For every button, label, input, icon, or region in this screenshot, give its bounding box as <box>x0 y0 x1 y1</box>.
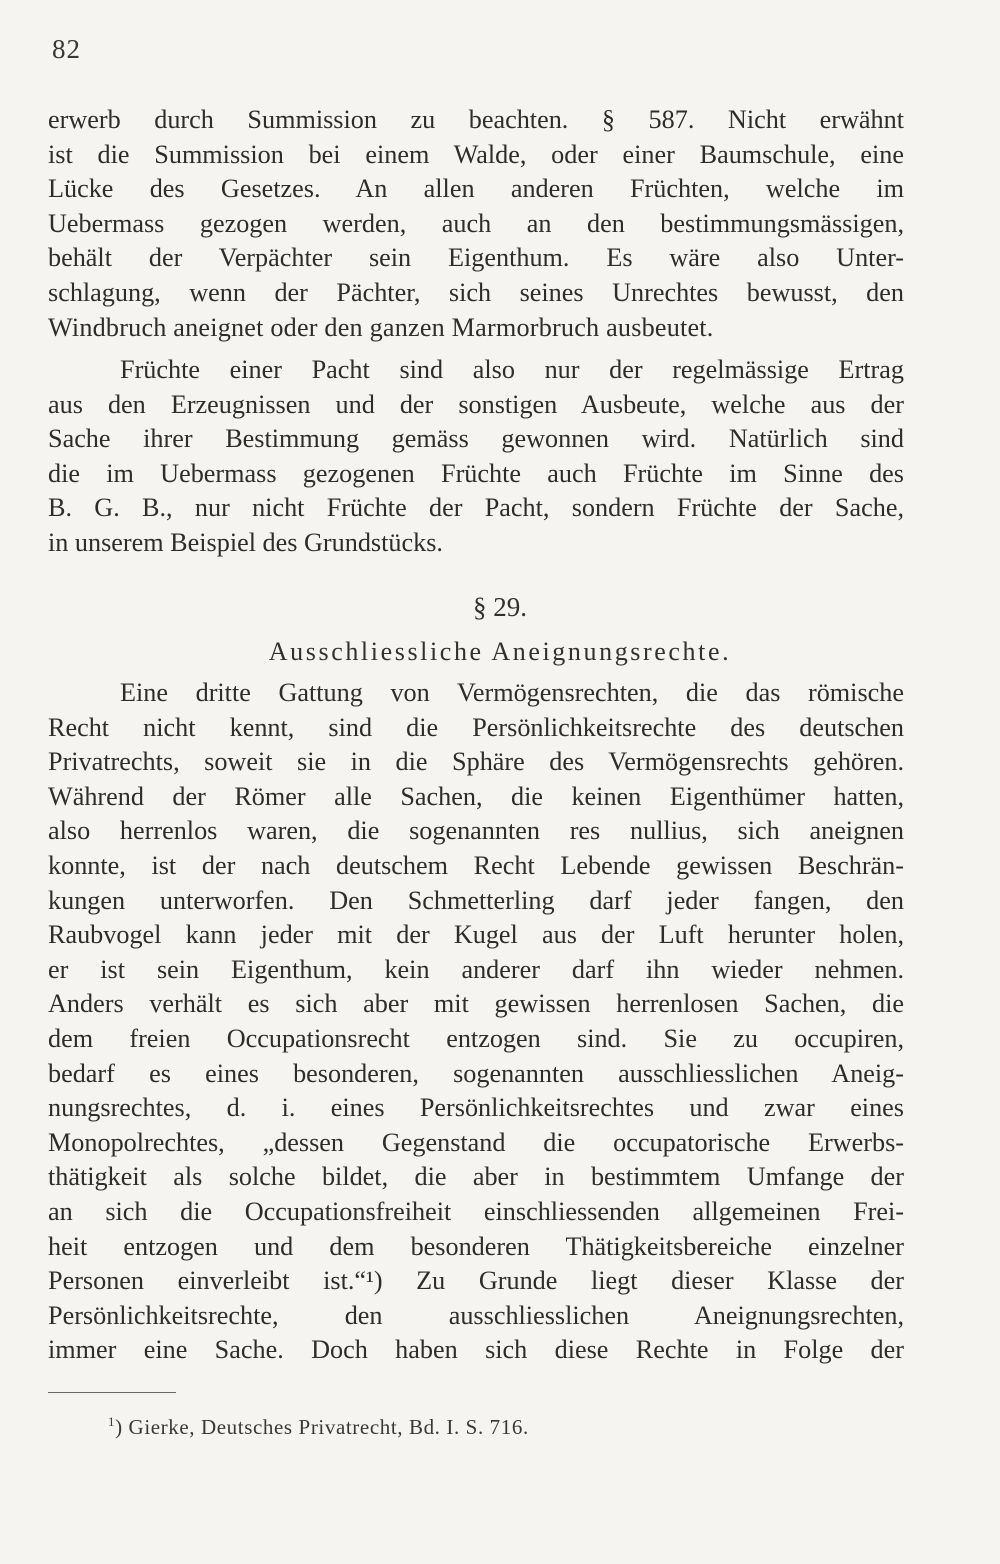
text-line: Eine dritte Gattung von Vermögensrechten, die das römische <box>120 678 904 707</box>
text-line: Monopolrechtes, „dessen Gegenstand die occupatorische Erwerbs- <box>48 1127 904 1157</box>
text-line: Personen einverleibt ist.“¹) Zu Grunde liegt dieser Klasse der <box>48 1266 904 1296</box>
text-line: behält der Verpächter sein Eigenthum. Es wäre also Unter- <box>48 243 904 273</box>
text-line: in unserem Beispiel des Grundstücks. <box>48 527 443 557</box>
text-line: also herrenlos waren, die sogenannten res nullius, sich aneignen <box>48 816 904 846</box>
paragraph-2 <box>48 353 904 561</box>
text-line: Raubvogel kann jeder mit der Kugel aus der Luft herunter holen, <box>48 920 904 950</box>
text-line: Windbruch aneignet oder den ganzen Marmorbruch ausbeutet. <box>48 312 714 342</box>
text-line: Uebermass gezogen werden, auch an den bestimmungsmässigen, <box>48 208 904 238</box>
footnote-text: ) Gierke, Deutsches Privatrecht, Bd. I. S. 716. <box>115 1415 529 1439</box>
text-line: bedarf es eines besonderen, sogenannten ausschliesslichen Aneig- <box>48 1058 904 1088</box>
text-line: Während der Römer alle Sachen, die keinen Eigenthümer hatten, <box>48 781 904 811</box>
text-line: er ist sein Eigenthum, kein anderer darf ihn wieder nehmen. <box>48 954 904 984</box>
page-number: 82 <box>52 34 81 64</box>
text-line: B. G. B., nur nicht Früchte der Pacht, sondern Früchte der Sache, <box>48 493 904 523</box>
text-line: aus den Erzeugnissen und der sonstigen Ausbeute, welche aus der <box>48 389 904 419</box>
text-line: die im Uebermass gezogenen Früchte auch Früchte im Sinne des <box>48 458 904 488</box>
text-line: erwerb durch Summission zu beachten. § 587. Nicht erwähnt <box>48 105 904 134</box>
text-line: Lücke des Gesetzes. An allen anderen Früchten, welche im <box>48 174 904 204</box>
text-line: Anders verhält es sich aber mit gewissen herrenlosen Sachen, die <box>48 989 904 1019</box>
section-title: Ausschliessliche Aneignungsrechte. <box>268 637 732 666</box>
text-line: ist die Summission bei einem Walde, oder einer Baumschule, eine <box>48 139 904 169</box>
text-line: Persönlichkeitsrechte, den ausschliesslichen Aneignungsrechten, <box>48 1300 904 1330</box>
paragraph-3 <box>48 676 904 1368</box>
text-line: immer eine Sache. Doch haben sich diese Rechte in Folge der <box>48 1335 904 1365</box>
text-line: thätigkeit als solche bildet, die aber in bestimmtem Umfange der <box>48 1162 904 1192</box>
text-line: Sache ihrer Bestimmung gemäss gewonnen wird. Natürlich sind <box>48 424 904 454</box>
footnote-divider <box>48 1392 176 1393</box>
paragraph-1 <box>48 103 904 345</box>
footnote <box>108 1414 529 1440</box>
text-line: Früchte einer Pacht sind also nur der regelmässige Ertrag <box>120 355 904 384</box>
text-line: konnte, ist der nach deutschem Recht Lebende gewissen Beschrän- <box>48 850 904 880</box>
text-line: dem freien Occupationsrecht entzogen sind. Sie zu occupiren, <box>48 1023 904 1053</box>
text-line: Privatrechts, soweit sie in die Sphäre des Vermögensrechts gehören. <box>48 747 904 777</box>
text-line: kungen unterworfen. Den Schmetterling darf jeder fangen, den <box>48 885 904 915</box>
text-line: Recht nicht kennt, sind die Persönlichkeitsrechte des deutschen <box>48 712 904 742</box>
text-line: nungsrechtes, d. i. eines Persönlichkeitsrechtes und zwar eines <box>48 1093 904 1123</box>
footnote-marker: 1 <box>108 1414 116 1429</box>
text-line: heit entzogen und dem besonderen Thätigkeitsbereiche einzelner <box>48 1231 904 1261</box>
section-number: § 29. <box>473 592 527 622</box>
text-line: schlagung, wenn der Pächter, sich seines Unrechtes bewusst, den <box>48 277 904 307</box>
text-line: an sich die Occupationsfreiheit einschliessenden allgemeinen Frei- <box>48 1196 904 1226</box>
